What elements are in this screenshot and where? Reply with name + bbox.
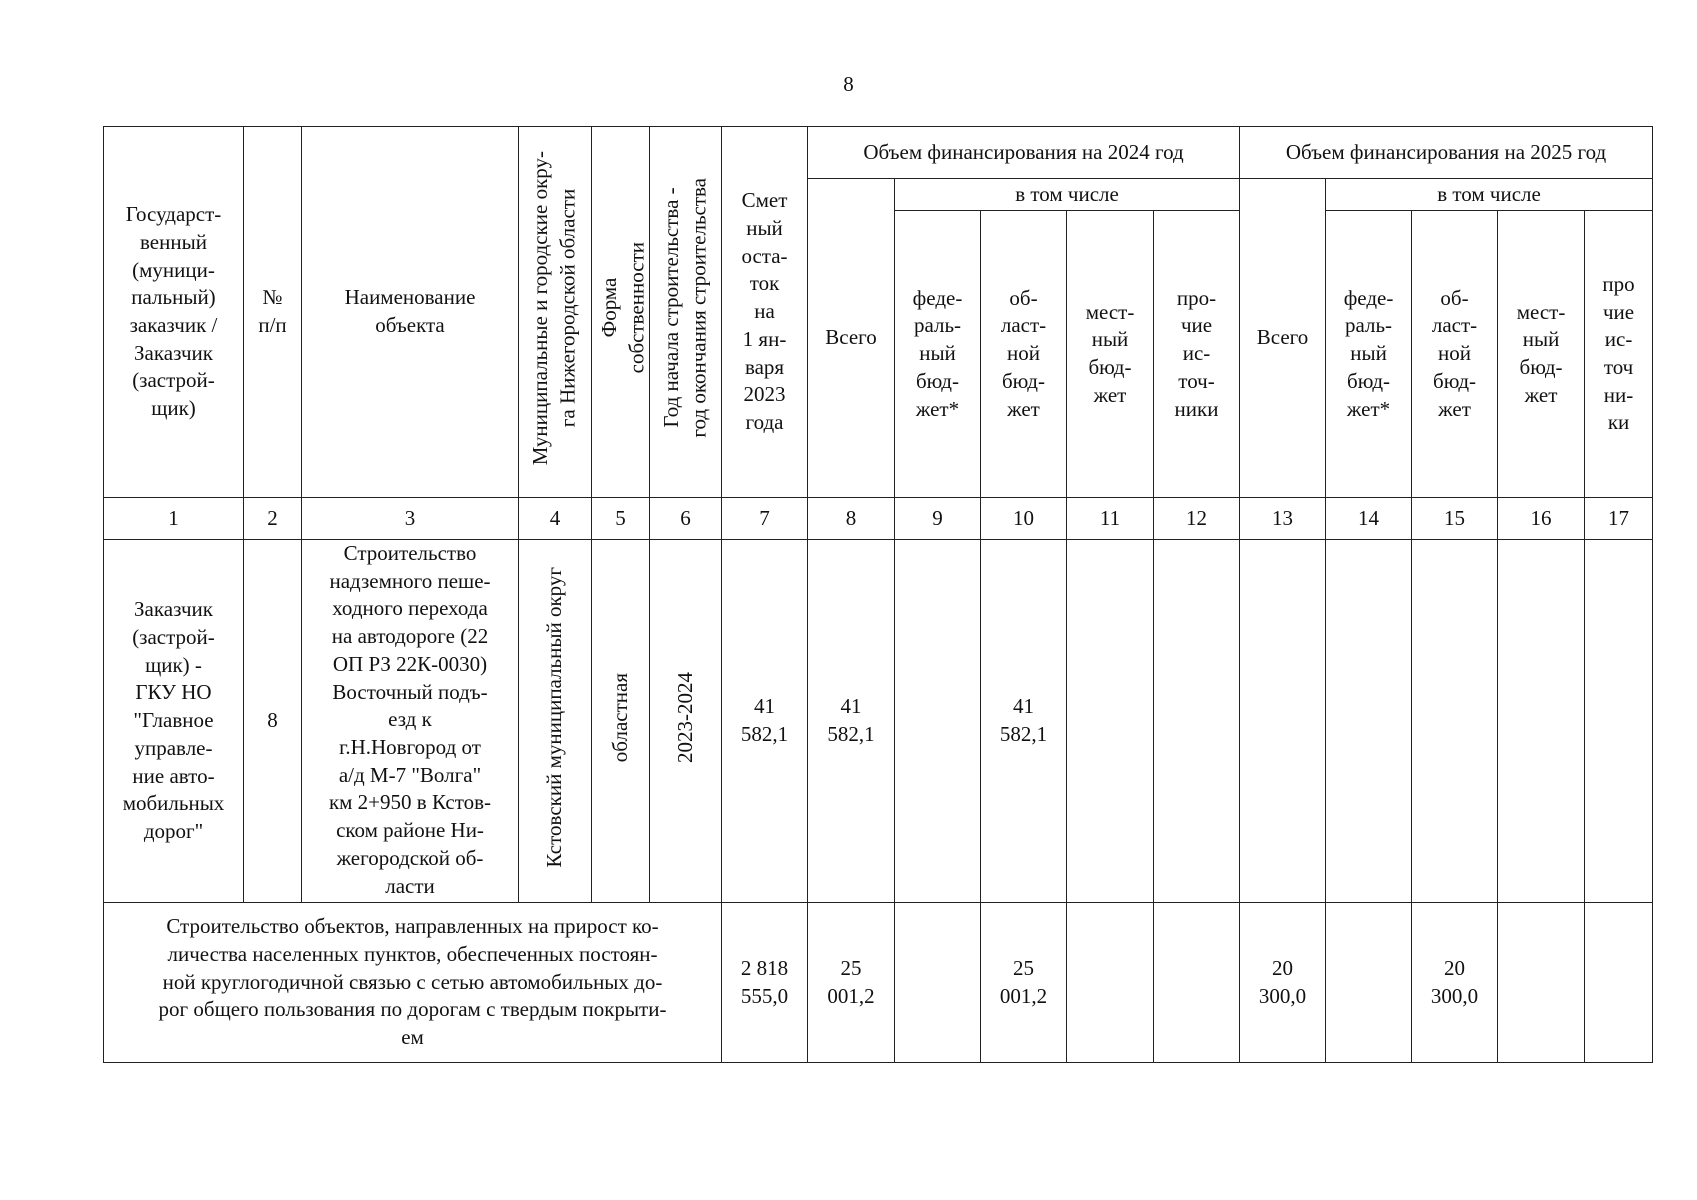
header-years: Год начала строительства - год окончания строительства <box>650 127 722 498</box>
header-total-2025: Всего <box>1240 179 1326 498</box>
row-regional-2025 <box>1412 540 1498 903</box>
column-number: 7 <box>722 498 808 540</box>
column-number: 15 <box>1412 498 1498 540</box>
row-local-2024 <box>1067 540 1154 903</box>
total-2024: 25 001,2 <box>808 903 895 1063</box>
header-row-1 <box>104 127 1653 179</box>
column-number: 10 <box>981 498 1067 540</box>
total-row <box>104 903 1653 1063</box>
total-local-2025 <box>1498 903 1585 1063</box>
header-federal-2024: феде- раль- ный бюд- жет* <box>895 211 981 498</box>
header-other-2025: про чие ис- точ ни- ки <box>1585 211 1653 498</box>
column-number: 2 <box>244 498 302 540</box>
column-number: 11 <box>1067 498 1154 540</box>
header-customer: Государст- венный (муници- пальный) заказчик / Заказчик (застрой- щик) <box>104 127 244 498</box>
row-federal-2024 <box>895 540 981 903</box>
header-local-2025: мест- ный бюд- жет <box>1498 211 1585 498</box>
column-number: 5 <box>592 498 650 540</box>
row-other-2024 <box>1154 540 1240 903</box>
row-estimate-balance: 41 582,1 <box>722 540 808 903</box>
header-including-2025: в том числе <box>1326 179 1653 211</box>
total-other-2025 <box>1585 903 1653 1063</box>
column-number: 12 <box>1154 498 1240 540</box>
column-number: 1 <box>104 498 244 540</box>
row-ownership: областная <box>592 540 650 903</box>
header-funding-2025: Объем финансирования на 2025 год <box>1240 127 1653 179</box>
column-number: 13 <box>1240 498 1326 540</box>
header-regional-2024: об- ласт- ной бюд- жет <box>981 211 1067 498</box>
row-years: 2023-2024 <box>650 540 722 903</box>
row-object-name: Строительство надземного пеше- ходного перехода на автодороге (22 ОП РЗ 22К-0030) Восточный подъ- езд к г.Н.Новгород от а/д М-7 "Волга" км 2+950 в Кстов- ском районе Ни- жегородской об- ласти <box>302 540 519 903</box>
column-number: 14 <box>1326 498 1412 540</box>
header-local-2024: мест- ный бюд- жет <box>1067 211 1154 498</box>
column-numbers-row <box>104 498 1653 540</box>
row-other-2025 <box>1585 540 1653 903</box>
header-federal-2025: феде- раль- ный бюд- жет* <box>1326 211 1412 498</box>
row-customer: Заказчик (застрой- щик) - ГКУ НО "Главное управле- ние авто- мобильных дорог" <box>104 540 244 903</box>
header-ownership: Форма собственности <box>592 127 650 498</box>
header-estimate-balance: Смет ный оста- ток на 1 ян- варя 2023 года <box>722 127 808 498</box>
row-municipality: Кстовский муниципальный округ <box>519 540 592 903</box>
header-including-2024: в том числе <box>895 179 1240 211</box>
header-num: № п/п <box>244 127 302 498</box>
column-number: 8 <box>808 498 895 540</box>
row-federal-2025 <box>1326 540 1412 903</box>
row-num: 8 <box>244 540 302 903</box>
header-regional-2025: об- ласт- ной бюд- жет <box>1412 211 1498 498</box>
total-row-label: Строительство объектов, направленных на прирост ко- личества населенных пунктов, обеспеченных постоян- ной круглогодичной связью с сетью автомобильных до- рог общего пользования по дорогам с твердым покрыти- ем <box>104 903 722 1063</box>
column-number: 6 <box>650 498 722 540</box>
column-number: 9 <box>895 498 981 540</box>
column-number: 16 <box>1498 498 1585 540</box>
page-number: 8 <box>843 72 854 96</box>
table-row <box>104 540 1653 903</box>
total-other-2024 <box>1154 903 1240 1063</box>
row-local-2025 <box>1498 540 1585 903</box>
column-number: 3 <box>302 498 519 540</box>
financing-table <box>103 126 1653 1063</box>
total-local-2024 <box>1067 903 1154 1063</box>
total-federal-2025 <box>1326 903 1412 1063</box>
header-municipality: Муниципальные и городские окру- га Нижегородской области <box>519 127 592 498</box>
header-total-2024: Всего <box>808 179 895 498</box>
header-other-2024: про- чие ис- точ- ники <box>1154 211 1240 498</box>
row-total-2024: 41 582,1 <box>808 540 895 903</box>
header-funding-2024: Объем финансирования на 2024 год <box>808 127 1240 179</box>
total-regional-2025: 20 300,0 <box>1412 903 1498 1063</box>
total-estimate-balance: 2 818 555,0 <box>722 903 808 1063</box>
row-total-2025 <box>1240 540 1326 903</box>
header-object-name: Наименование объекта <box>302 127 519 498</box>
total-federal-2024 <box>895 903 981 1063</box>
total-2025: 20 300,0 <box>1240 903 1326 1063</box>
column-number: 17 <box>1585 498 1653 540</box>
total-regional-2024: 25 001,2 <box>981 903 1067 1063</box>
column-number: 4 <box>519 498 592 540</box>
row-regional-2024: 41 582,1 <box>981 540 1067 903</box>
